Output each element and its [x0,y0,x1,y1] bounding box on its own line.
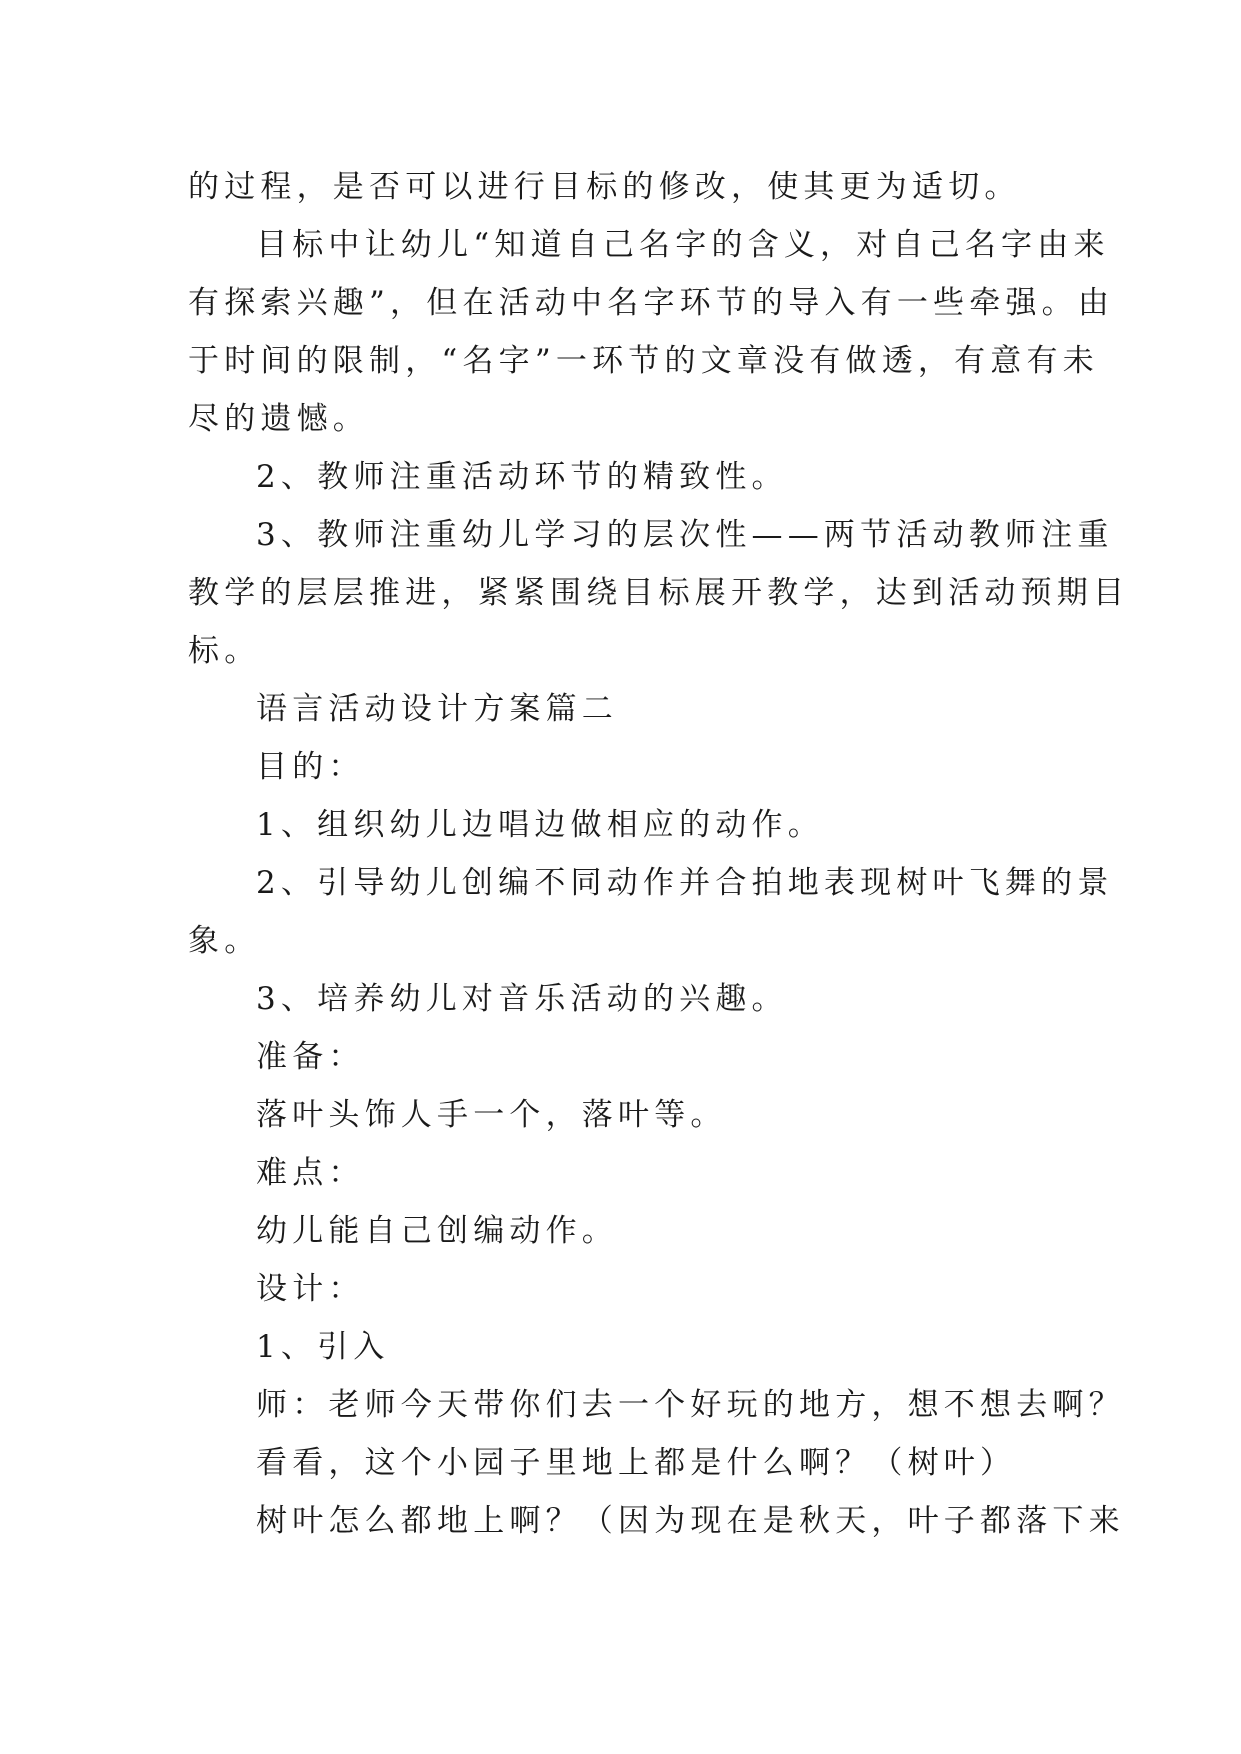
paragraph-line: 2、教师注重活动环节的精致性。 [256,459,788,495]
paragraph-line: 目的： [256,749,365,785]
paragraph-line: 目标中让幼儿“知道自己名字的含义，对自己名字由来 [256,227,1110,263]
paragraph-line: 2、引导幼儿创编不同动作并合拍地表现树叶飞舞的景 [256,865,1114,901]
paragraph-line: 标。 [188,633,261,669]
paragraph-line: 师：老师今天带你们去一个好玩的地方，想不想去啊？ [256,1387,1125,1423]
paragraph-line: 1、组织幼儿边唱边做相应的动作。 [256,807,824,843]
paragraph-line: 1、引入 [256,1329,390,1365]
paragraph-line: 象。 [188,923,261,959]
paragraph-line: 难点： [256,1155,365,1191]
paragraph-line: 于时间的限制，“名字”一环节的文章没有做透，有意有未 [188,343,1099,379]
paragraph-line: 准备： [256,1039,365,1075]
paragraph-line: 落叶头饰人手一个，落叶等。 [256,1097,727,1133]
paragraph-line: 的过程，是否可以进行目标的修改，使其更为适切。 [188,169,1021,205]
paragraph-line: 3、教师注重幼儿学习的层次性——两节活动教师注重 [256,517,1114,553]
paragraph-line: 3、培养幼儿对音乐活动的兴趣。 [256,981,788,1017]
section-heading: 语言活动设计方案篇二 [256,691,618,727]
paragraph-line: 设计： [256,1271,365,1307]
paragraph-line: 教学的层层推进，紧紧围绕目标展开教学，达到活动预期目 [188,575,1130,611]
paragraph-line: 尽的遗憾。 [188,401,369,437]
paragraph-line: 看看，这个小园子里地上都是什么啊？（树叶） [256,1445,1017,1481]
paragraph-line: 幼儿能自己创编动作。 [256,1213,618,1249]
paragraph-line: 有探索兴趣”，但在活动中名字环节的导入有一些牵强。由 [188,285,1115,321]
paragraph-line: 树叶怎么都地上啊？（因为现在是秋天，叶子都落下来 [256,1503,1125,1539]
